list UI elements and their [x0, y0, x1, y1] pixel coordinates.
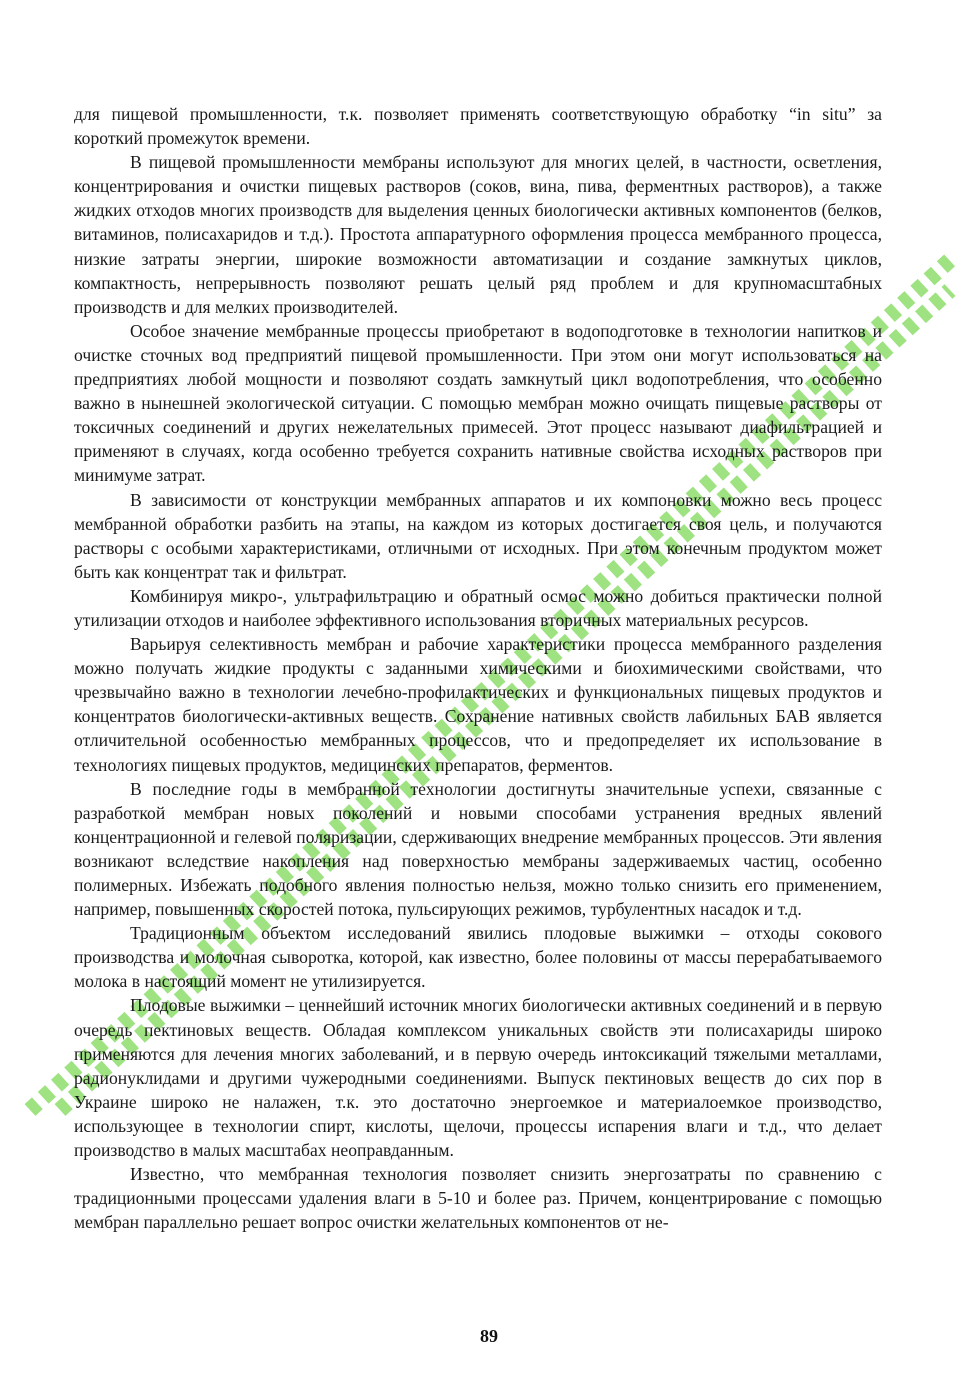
page-number: 89: [480, 1326, 498, 1346]
paragraph: для пищевой промышленности, т.к. позволяет применять соответствующую обработку “in situ” за короткий промежуток времени.: [74, 104, 882, 149]
paragraph: Особое значение мембранные процессы приобретают в водоподготовке в технологии напитков и очистке сточных вод предприятий пищевой промышленности. При этом они могут использоваться на предприятиях любой мощности и позволяют создать замкнутый цикл водопотребления, что особенно важно в нынешней экологической ситуации. С помощью мембран можно очищать пищевые растворы от токсичных соединений и других нежелательных примесей. Этот процесс называют диафильтрацией и применяют в случаях, когда особенно требуется сохранить нативные свойства исходных растворов при минимуме затрат.: [74, 320, 882, 486]
paragraph: В зависимости от конструкции мембранных аппаратов и их компоновки можно весь процесс мембранной обработки разбить на этапы, на каждом из которых достигается своя цель, и получаются растворы с особыми характеристиками, отличными от исходных. При этом конечным продуктом может быть как концентрат так и фильтрат.: [74, 489, 882, 582]
paragraph: Варьируя селективность мембран и рабочие характеристики процесса мембранного разделения можно получать жидкие продукты с заданными химическими и биохимическими свойствами, что чрезвычайно важно в технологии лечебно-профилактических и функциональных пищевых продуктов и концентратов биологически-активных веществ. Сохранение нативных свойств лабильных БАВ является отличительной особенностью мембранных процессов, что и предопределяет их использование в технологиях пищевых продуктов, медицинских препаратов, ферментов.: [74, 634, 882, 775]
body-text: [74, 102, 882, 1234]
paragraph: В пищевой промышленности мембраны используют для многих целей, в частности, осветления, концентрирования и очистки пищевых растворов (соков, вина, пива, ферментных растворов), а также жидких отходов многих производств для выделения ценных биологически активных компонентов (белков, витаминов, полисахаридов и т.д.). Простота аппаратурного оформления процесса мембранного процесса, низкие затраты энергии, широкие возможности автоматизации и создание замкнутых циклов, компактность, непрерывность позволяют решать целый ряд проблем и для крупномасштабных производств и для мелких производителей.: [74, 152, 882, 317]
paragraph: Традиционным объектом исследований явились плодовые выжимки – отходы сокового производства и молочная сыворотка, которой, как известно, более половины от массы перерабатываемого молока в настоящий момент не утилизируется.: [74, 923, 882, 992]
paragraph: Комбинируя микро-, ультрафильтрацию и обратный осмос можно добиться практически полной утилизации отходов и наиболее эффективного использования вторичных материальных ресурсов.: [74, 585, 882, 630]
paragraph: Плодовые выжимки – ценнейший источник многих биологически активных соединений и в первую очередь пектиновых веществ. Обладая комплексом уникальных свойств эти полисахариды широко применяются для лечения многих заболеваний, и в первую очередь интоксикаций тяжелыми металлами, радионуклидами и другими чужеродными соединениями. Выпуск пектиновых веществ до сих пор в Украине широко не налажен, т.к. это достаточно энергоемкое и материалоемкое производство, использующее в технологии спирт, кислоты, щелочи, процессы испарения влаги и т.д., что делает производство в малых масштабах неоправданным.: [74, 995, 882, 1161]
paragraph: В последние годы в мембранной технологии достигнуты значительные успехи, связанные с разработкой мембран новых поколений и новыми способами устранения вредных явлений концентрационной и гелевой поляризации, сдерживающих внедрение мембранных процессов. Эти явления возникают вследствие накопления над поверхностью мембраны задерживаемых частиц, особенно полимерных. Избежать подобного явления полностью нельзя, можно только снизить его применением, например, повышенных скоростей потока, пульсирующих режимов, турбулентных насадок и т.д.: [74, 778, 882, 920]
paragraph: Известно, что мембранная технология позволяет снизить энергозатраты по сравнению с традиционными процессами удаления влаги в 5-10 и более раз. Причем, концентрирование с помощью мембран параллельно решает вопрос очистки желательных компонентов от не-: [74, 1164, 882, 1233]
